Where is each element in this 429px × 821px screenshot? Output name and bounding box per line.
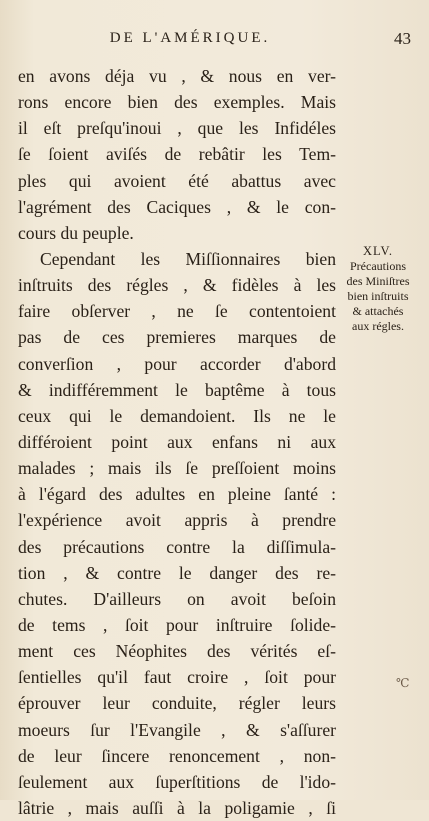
- margin-note-line: bien inſtruits: [347, 289, 409, 303]
- text-line: faire obſerver , ne ſe contentoient: [18, 301, 336, 322]
- text-line: inſtruits des régles , & fidèles à les: [18, 275, 336, 296]
- text-line: ſentielles qu'il faut croire , ſoit pour: [18, 667, 336, 688]
- text-line: de tems , ſoit pour inſtruire ſolide-: [18, 614, 336, 635]
- text-line: malades ; mais ils ſe preſſoient moins: [18, 458, 336, 479]
- text-line: moeurs ſur l'Evangile , & s'aſſurer: [18, 719, 336, 740]
- text-line: converſion , pour accorder d'abord: [18, 353, 336, 374]
- text-line: ment ces Néophites des vérités eſ-: [18, 641, 336, 662]
- margin-note: [336, 244, 420, 334]
- text-line: lâtrie , mais auſſi à la poligamie , ſi: [18, 797, 336, 818]
- text-line: ples qui avoient été abattus avec: [18, 170, 336, 191]
- text-line: à l'égard des adultes en pleine ſanté :: [18, 484, 336, 505]
- body-text: [18, 63, 336, 821]
- page-number: 43: [394, 29, 411, 48]
- text-line: différoient point aux enfans ni aux: [18, 431, 336, 452]
- text-line: des précautions contre la diſſimula-: [18, 536, 336, 557]
- margin-note-line: aux régles.: [352, 319, 404, 333]
- text-line: rons encore bien des exemples. Mais: [18, 92, 336, 113]
- text-line: ſe ſoient aviſés de rebâtir les Tem-: [18, 144, 336, 165]
- text-line: éprouver leur conduite, régler leurs: [18, 693, 336, 714]
- running-title: DE L'AMÉRIQUE.: [109, 30, 271, 46]
- margin-note-line: Précautions: [350, 259, 406, 273]
- margin-note-line: des Miniſtres: [346, 274, 410, 288]
- text-line: chutes. D'ailleurs on avoit beſoin: [18, 588, 336, 609]
- text-line: cours du peuple.: [18, 222, 134, 243]
- text-line: & indifféremment le baptême à tous: [18, 379, 336, 400]
- margin-note-line: & attachés: [352, 304, 404, 318]
- text-line: pas de ces premieres marques de: [18, 327, 336, 348]
- margin-note-number: XLV.: [362, 244, 394, 258]
- text-line: l'expérience avoit appris à prendre: [18, 510, 336, 531]
- text-line: ſeulement aux ſuperſtitions de l'ido-: [18, 771, 336, 792]
- text-line: l'agrément des Caciques , & le con-: [18, 196, 336, 217]
- text-line: tion , & contre le danger des re-: [18, 562, 336, 583]
- margin-mark: ℃: [396, 676, 410, 690]
- text-line: en avons déja vu , & nous en ver-: [18, 66, 336, 86]
- text-line: de leur ſincere renoncement , non-: [18, 745, 336, 766]
- text-line: ceux qui le demandoient. Ils ne le: [18, 405, 336, 426]
- text-line: Cependant les Miſſionnaires bien: [40, 248, 336, 269]
- text-line: il eſt preſqu'inoui , que les Infidéles: [18, 118, 336, 139]
